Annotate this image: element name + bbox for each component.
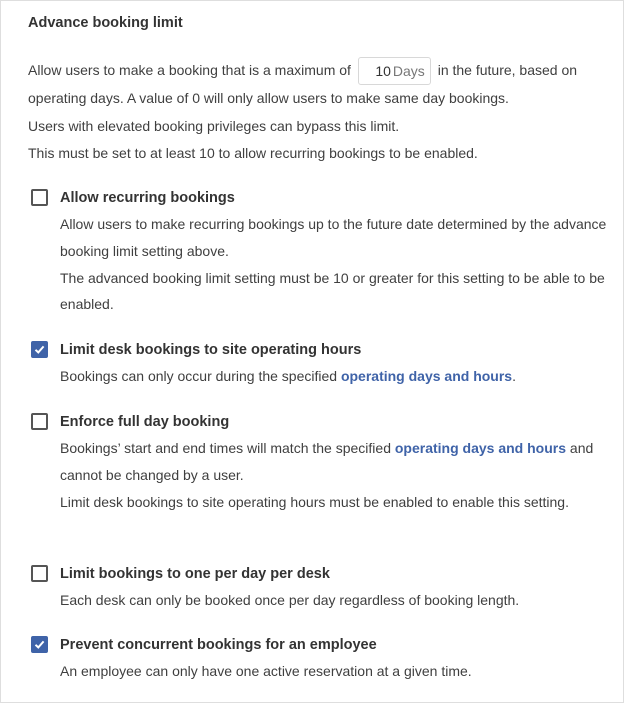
option-limit-operating-hours — [31, 338, 611, 390]
allow-recurring-checkbox[interactable] — [31, 189, 48, 206]
option-one-per-day — [31, 562, 611, 614]
limit-hours-desc-after: . — [512, 368, 516, 384]
intro-line-minimum: This must be set to at least 10 to allow recurring bookings to be enabled. — [28, 145, 478, 162]
intro-text-after: in the future, based on operating days. A value of 0 will only allow users to make same day bookings. — [28, 62, 578, 107]
allow-recurring-desc-1: Allow users to make recurring bookings up to the future date determined by the advance booking limit setting above. — [60, 216, 607, 259]
checkmark-icon — [34, 639, 45, 650]
full-day-desc-before: Bookings’ start and end times will match the specified — [60, 440, 391, 456]
full-day-desc-2: Limit desk bookings to site operating hours must be enabled to enable this setting. — [60, 493, 569, 510]
enforce-full-day-title: Enforce full day booking — [60, 414, 230, 430]
option-prevent-concurrent — [31, 633, 611, 685]
allow-recurring-desc-2: The advanced booking limit setting must be 10 or greater for this setting to be able to be enabled. — [60, 269, 605, 313]
operating-days-hours-link-2[interactable]: operating days and hours — [394, 440, 567, 456]
enforce-full-day-checkbox[interactable] — [31, 413, 48, 430]
option-allow-recurring — [31, 186, 611, 318]
advance-limit-input[interactable] — [358, 57, 431, 85]
advance-limit-description — [28, 57, 608, 168]
limit-operating-hours-title: Limit desk bookings to site operating hours — [60, 342, 362, 358]
one-per-day-title: Limit bookings to one per day per desk — [60, 566, 330, 582]
allow-recurring-description — [60, 211, 611, 318]
advance-limit-value[interactable]: 10 — [375, 62, 391, 79]
option-enforce-full-day — [31, 410, 611, 515]
one-per-day-checkbox[interactable] — [31, 565, 48, 582]
limit-operating-hours-description — [60, 363, 611, 390]
advance-limit-unit: Days — [392, 62, 425, 79]
checkmark-icon — [34, 344, 45, 355]
operating-days-hours-link[interactable]: operating days and hours — [340, 368, 513, 384]
prevent-concurrent-description: An employee can only have one active reservation at a given time. — [60, 663, 472, 679]
prevent-concurrent-title: Prevent concurrent bookings for an employee — [60, 637, 377, 653]
intro-text-before: Allow users to make a booking that is a maximum of — [28, 62, 351, 78]
limit-hours-desc-before: Bookings can only occur during the specified — [60, 368, 338, 384]
allow-recurring-title: Allow recurring bookings — [60, 190, 235, 206]
intro-line-elevated: Users with elevated booking privileges can bypass this limit. — [28, 117, 400, 134]
section-title: Advance booking limit — [28, 15, 183, 31]
full-day-desc-after: and cannot be changed by a user. — [60, 440, 594, 483]
one-per-day-description: Each desk can only be booked once per day regardless of booking length. — [60, 592, 520, 608]
prevent-concurrent-checkbox[interactable] — [31, 636, 48, 653]
enforce-full-day-description — [60, 435, 611, 515]
limit-operating-hours-checkbox[interactable] — [31, 341, 48, 358]
